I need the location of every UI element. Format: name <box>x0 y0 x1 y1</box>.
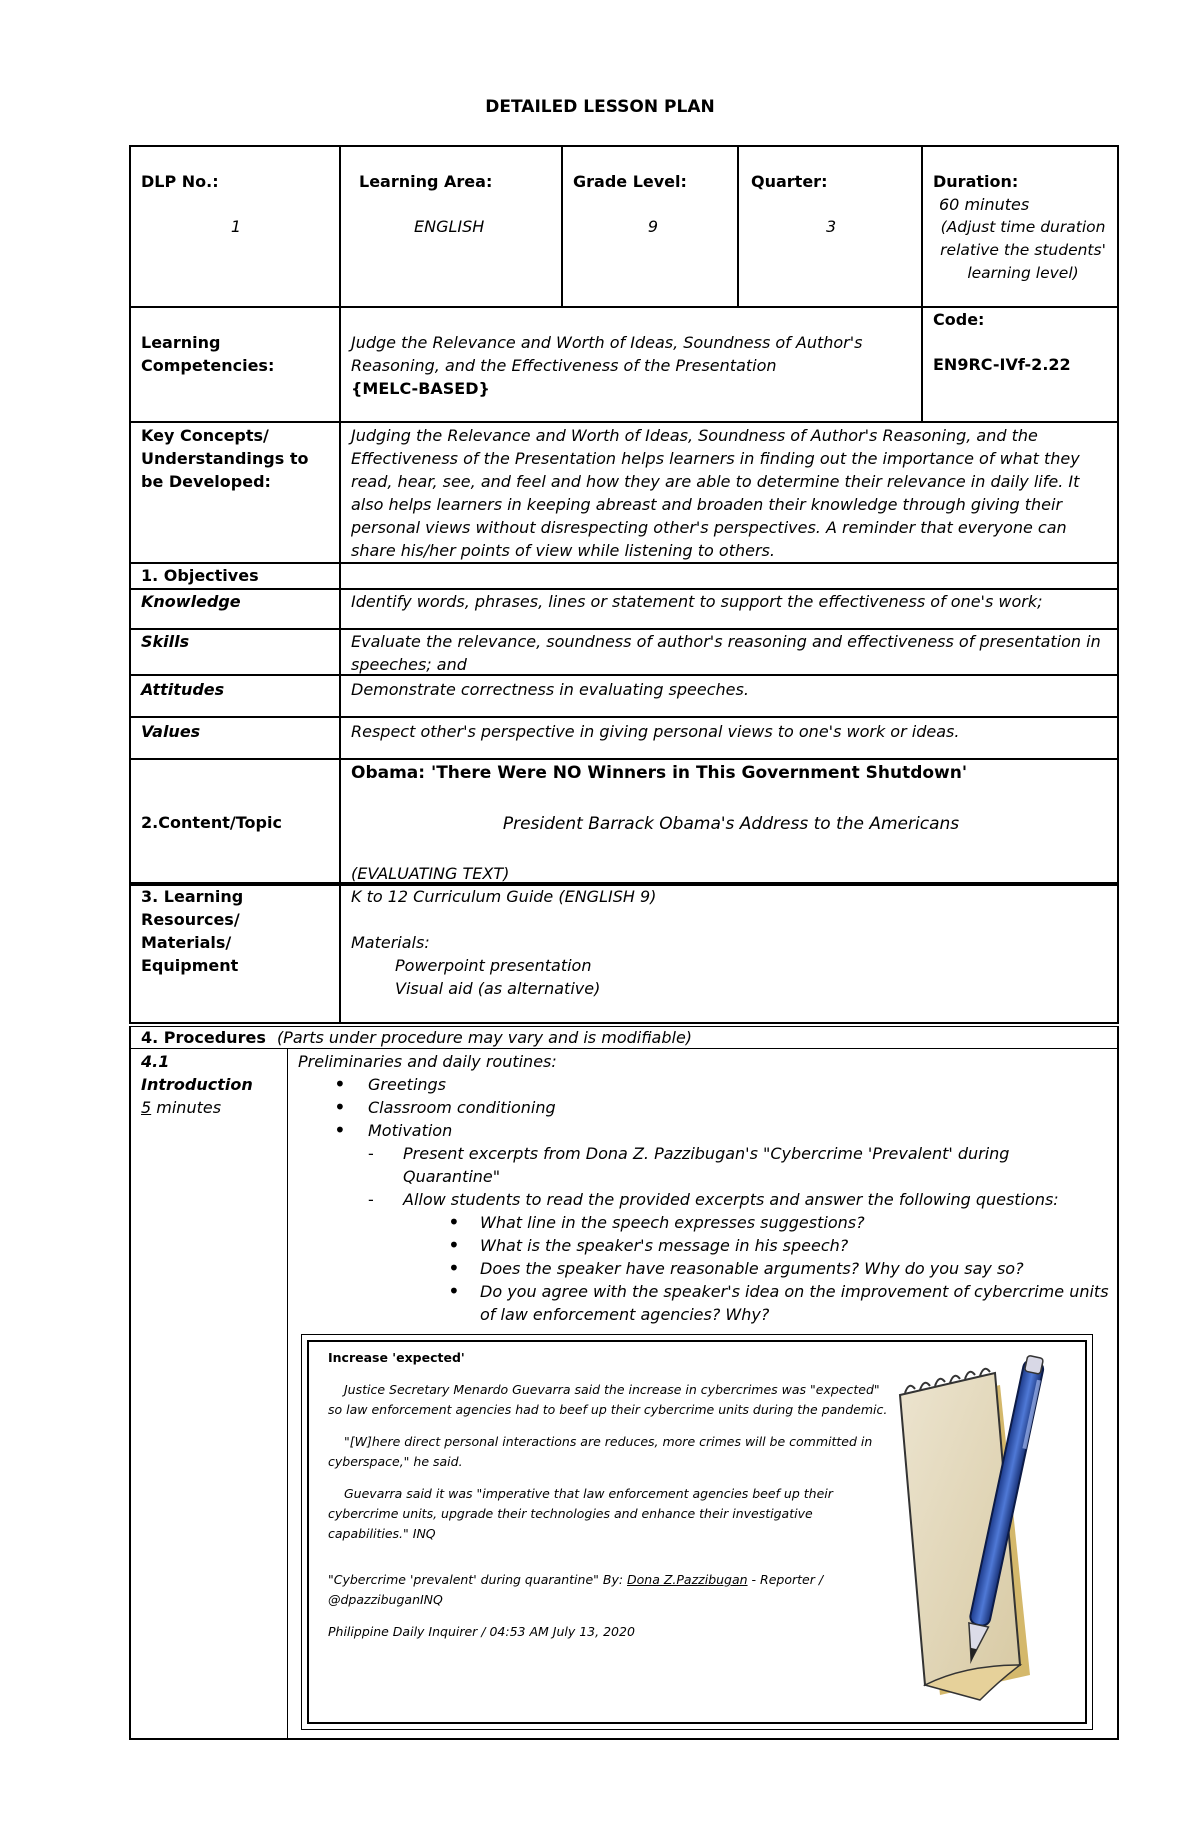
competencies-cell <box>351 331 911 400</box>
quarter-value: 3 <box>826 217 837 236</box>
divider <box>339 628 341 676</box>
code-cell <box>933 308 1113 376</box>
attitudes-text: Demonstrate correctness in evaluating speeches. <box>351 680 749 699</box>
excerpt-paragraph: "[W]here direct personal interactions are reduces, more crimes will be committed in cyberspace," he said. <box>328 1434 873 1469</box>
skills-label: Skills <box>141 632 190 651</box>
intro-content <box>298 1050 1113 1326</box>
divider <box>339 306 341 423</box>
material-item: Visual aid (as alternative) <box>395 979 601 998</box>
question-item: • Does the speaker have reasonable arguments? Why do you say so? <box>298 1257 1113 1280</box>
dlp-cell <box>141 170 331 238</box>
procedures-note: (Parts under procedure may vary and is modifiable) <box>276 1028 693 1047</box>
dlp-value: 1 <box>230 217 242 236</box>
content-note: (EVALUATING TEXT) <box>351 864 510 883</box>
code-label: Code: <box>933 310 985 329</box>
duration-cell <box>933 170 1113 285</box>
competencies-label: Learning Competencies: <box>141 333 275 375</box>
attitudes-label: Attitudes <box>141 680 225 699</box>
area-label: Learning Area: <box>359 172 493 191</box>
divider <box>921 145 923 308</box>
area-value: ENGLISH <box>414 217 485 236</box>
list-item: - Allow students to read the provided excerpts and answer the following questions: <box>298 1188 1113 1211</box>
content-headline: Obama: 'There Were NO Winners in This Government Shutdown' <box>351 763 968 783</box>
preliminaries: Preliminaries and daily routines: <box>298 1052 557 1071</box>
divider <box>287 1048 288 1740</box>
list-item: - Present excerpts from Dona Z. Pazzibugan's "Cybercrime 'Prevalent' during Quarantine" <box>298 1142 1113 1188</box>
question-item: • What line in the speech expresses suggestions? <box>298 1211 1113 1234</box>
credit-prefix: "Cybercrime 'prevalent' during quarantine" By: <box>328 1572 628 1587</box>
key-concepts-label: Key Concepts/ Understandings to be Developed: <box>141 426 309 491</box>
divider <box>339 674 341 718</box>
divider <box>339 145 341 308</box>
procedures-label: 4. Procedures <box>141 1028 266 1047</box>
grade-cell <box>573 170 733 238</box>
duration-value: 60 minutes <box>939 195 1030 214</box>
excerpt-paragraph: Guevarra said it was "imperative that law enforcement agencies beef up their cybercrime units, upgrade their technologies and enhance their investigative capabilities." INQ <box>328 1486 833 1541</box>
divider <box>339 421 341 564</box>
resources-cell <box>351 885 1111 1000</box>
intro-cell <box>141 1050 281 1119</box>
notepad-pen-icon <box>880 1345 1080 1715</box>
values-label: Values <box>141 722 201 741</box>
excerpt-content <box>328 1348 888 1654</box>
materials-label: Materials: <box>351 933 430 952</box>
divider <box>737 145 739 308</box>
divider <box>339 716 341 760</box>
competencies-text: Judge the Relevance and Worth of Ideas, Soundness of Author's Reasoning, and the Effectiveness of the Presentation <box>351 333 863 375</box>
intro-duration <box>141 1096 281 1119</box>
list-item: • Classroom conditioning <box>298 1096 1113 1119</box>
page-title: DETAILED LESSON PLAN <box>485 97 715 117</box>
divider <box>561 145 563 308</box>
melc-tag: {MELC-BASED} <box>351 379 490 398</box>
credit-author: Dona Z.Pazzibugan <box>627 1572 748 1587</box>
quarter-cell <box>751 170 911 238</box>
dlp-label: DLP No.: <box>141 172 219 191</box>
material-item: Powerpoint presentation <box>395 956 592 975</box>
quarter-label: Quarter: <box>751 172 828 191</box>
curriculum-guide: K to 12 Curriculum Guide (ENGLISH 9) <box>351 887 657 906</box>
divider <box>921 306 923 423</box>
credit-suffix: - Reporter / @dpazzibuganINQ <box>328 1572 824 1607</box>
intro-minutes-suffix: minutes <box>151 1098 222 1117</box>
excerpt-credit <box>328 1570 888 1610</box>
code-value: EN9RC-IVf-2.22 <box>933 355 1071 374</box>
duration-note: (Adjust time duration relative the students' learning level) <box>940 218 1106 282</box>
content-label: 2.Content/Topic <box>141 813 282 832</box>
divider <box>339 588 341 630</box>
divider <box>339 758 341 884</box>
intro-label: Introduction <box>141 1075 253 1094</box>
skills-text: Evaluate the relevance, soundness of author's reasoning and effectiveness of presentation in speeches; and <box>351 632 1101 674</box>
grade-label: Grade Level: <box>573 172 687 191</box>
values-text: Respect other's perspective in giving personal views to one's work or ideas. <box>351 722 960 741</box>
excerpt-paragraph: Justice Secretary Menardo Guevarra said the increase in cybercrimes was "expected" so law enforcement agencies had to beef up their cybercrime units during the pandemic. <box>328 1382 888 1417</box>
resources-label: 3. Learning Resources/ Materials/ Equipment <box>141 887 244 975</box>
content-subtitle: President Barrack Obama's Address to the Americans <box>502 814 960 834</box>
list-item: • Motivation <box>298 1119 1113 1142</box>
intro-number: 4.1 <box>141 1052 170 1071</box>
question-item: • What is the speaker's message in his speech? <box>298 1234 1113 1257</box>
excerpt-heading: Increase 'expected' <box>328 1350 465 1365</box>
duration-label: Duration: <box>933 172 1019 191</box>
divider <box>339 884 341 1024</box>
grade-value: 9 <box>647 217 659 236</box>
excerpt-source: Philippine Daily Inquirer / 04:53 AM July 13, 2020 <box>328 1624 635 1639</box>
intro-minutes: 5 <box>141 1098 152 1117</box>
list-item: • Greetings <box>298 1073 1113 1096</box>
knowledge-label: Knowledge <box>141 592 241 611</box>
question-item: • Do you agree with the speaker's idea on the improvement of cybercrime units of law enforcement agencies? Why? <box>298 1280 1113 1326</box>
objectives-label: 1. Objectives <box>141 566 259 585</box>
procedures-header <box>141 1026 1111 1049</box>
key-concepts-text: Judging the Relevance and Worth of Ideas, Soundness of Author's Reasoning, and the Effectiveness of the Presentation helps learners in finding out the importance of what they read, hear, see, and feel and how they are able to determine their relevance in daily life. It also helps learners in keeping abreast and broaden their knowledge through giving their personal views without disrespecting other's perspectives. A reminder that everyone can share his/her points of view while listening to others. <box>351 426 1080 560</box>
divider <box>339 562 341 590</box>
knowledge-text: Identify words, phrases, lines or statement to support the effectiveness of one's work; <box>351 592 1043 611</box>
area-cell <box>359 170 549 238</box>
